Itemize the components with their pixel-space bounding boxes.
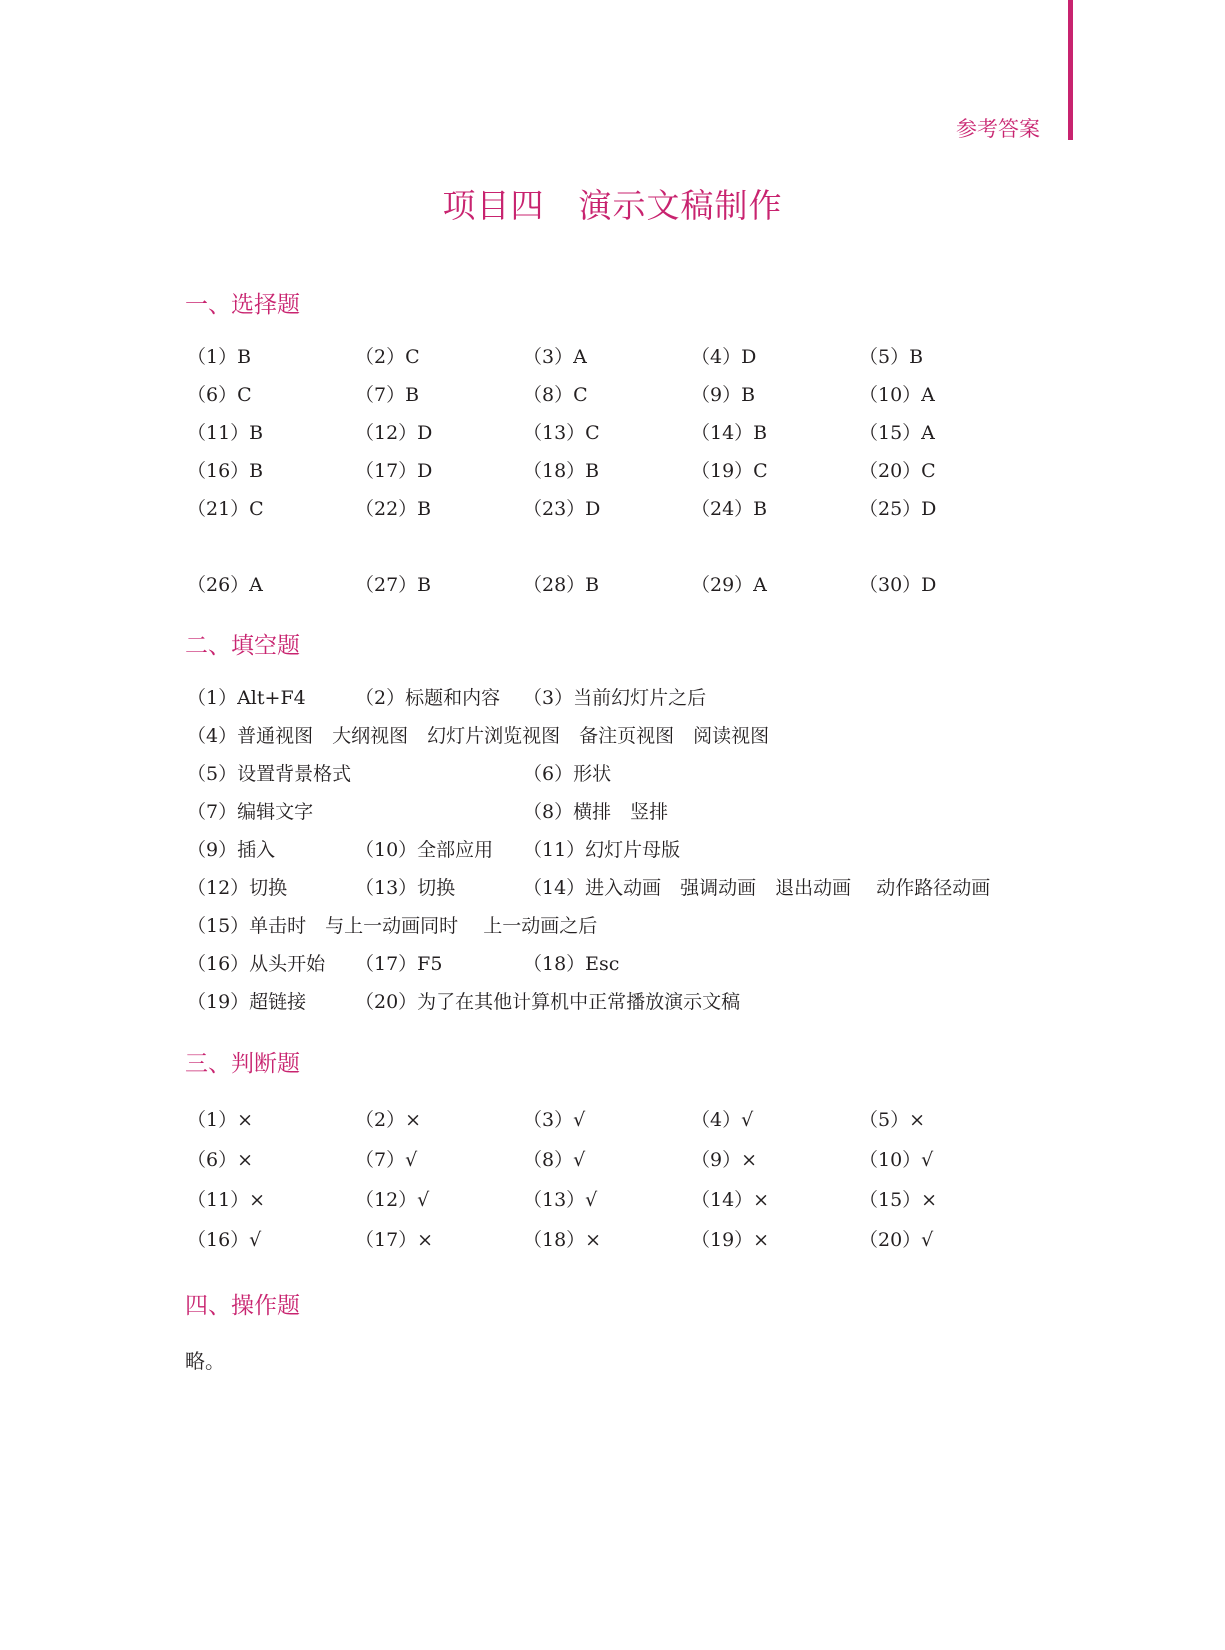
answer-item: （15）A	[859, 422, 935, 444]
answer-item: （3）当前幻灯片之后	[523, 687, 707, 709]
answer-item: （19）×	[691, 1229, 770, 1251]
answer-item: （29）A	[691, 574, 767, 596]
answer-item: （17）F5	[355, 953, 443, 975]
answer-item: （3）√	[523, 1109, 586, 1131]
answer-item: （13）切换	[355, 877, 456, 899]
answer-item: （24）B	[691, 498, 768, 520]
answer-item: （21）C	[187, 498, 264, 520]
answer-item: （6）×	[187, 1149, 254, 1171]
section-heading-fill: 二、填空题	[185, 633, 300, 659]
answer-item: （11）幻灯片母版	[523, 839, 681, 861]
answer-item: （16）√	[187, 1229, 262, 1251]
answer-item: （12）√	[355, 1189, 430, 1211]
answer-item: （14）×	[691, 1189, 770, 1211]
answer-item: （11）B	[187, 422, 264, 444]
section-heading-operation: 四、操作题	[185, 1293, 300, 1319]
answer-item: （14）B	[691, 422, 768, 444]
answer-item: （12）D	[355, 422, 433, 444]
answer-item: （8）横排 竖排	[523, 801, 669, 823]
answer-item: （12）切换	[187, 877, 288, 899]
answer-item: （22）B	[355, 498, 432, 520]
answer-item: （8）C	[523, 384, 588, 406]
answer-item: （9）插入	[187, 839, 276, 861]
running-head: 参考答案	[956, 117, 1040, 141]
answer-item: （9）×	[691, 1149, 758, 1171]
answer-item: （10）全部应用	[355, 839, 494, 861]
answer-item: （15）单击时 与上一动画同时 上一动画之后	[187, 915, 598, 937]
page-title: 项目四 演示文稿制作	[442, 186, 783, 225]
answer-item: （13）√	[523, 1189, 598, 1211]
answer-item: （26）A	[187, 574, 263, 596]
answer-item: （19）C	[691, 460, 768, 482]
answer-item: （5）B	[859, 346, 924, 368]
answer-item: （20）√	[859, 1229, 934, 1251]
section-heading-choice: 一、选择题	[185, 292, 300, 318]
answer-item: （30）D	[859, 574, 937, 596]
answer-item: （7）√	[355, 1149, 418, 1171]
answer-item: （13）C	[523, 422, 600, 444]
answer-item: （10）√	[859, 1149, 934, 1171]
answer-item: （6）C	[187, 384, 252, 406]
answer-item: （8）√	[523, 1149, 586, 1171]
operation-note: 略。	[185, 1349, 225, 1373]
answer-item: （25）D	[859, 498, 937, 520]
section-heading-judge: 三、判断题	[185, 1051, 300, 1077]
answer-item: （16）从头开始	[187, 953, 326, 975]
answer-item: （4）D	[691, 346, 757, 368]
answer-item: （2）×	[355, 1109, 422, 1131]
answer-item: （15）×	[859, 1189, 938, 1211]
answer-item: （14）进入动画 强调动画 退出动画 动作路径动画	[523, 877, 991, 899]
answer-item: （20）C	[859, 460, 936, 482]
answer-item: （18）×	[523, 1229, 602, 1251]
answer-item: （4）普通视图 大纲视图 幻灯片浏览视图 备注页视图 阅读视图	[187, 725, 770, 747]
answer-item: （17）D	[355, 460, 433, 482]
answer-item: （7）B	[355, 384, 420, 406]
answer-item: （6）形状	[523, 763, 612, 785]
answer-item: （20）为了在其他计算机中正常播放演示文稿	[355, 991, 741, 1013]
answer-item: （17）×	[355, 1229, 434, 1251]
answer-item: （18）Esc	[523, 953, 620, 975]
answer-item: （4）√	[691, 1109, 754, 1131]
answer-item: （1）×	[187, 1109, 254, 1131]
page-edge-bar	[1068, 0, 1073, 140]
answer-item: （7）编辑文字	[187, 801, 314, 823]
answer-item: （3）A	[523, 346, 587, 368]
answer-item: （10）A	[859, 384, 935, 406]
answer-item: （2）C	[355, 346, 420, 368]
answer-item: （5）×	[859, 1109, 926, 1131]
answer-item: （1）B	[187, 346, 252, 368]
answer-item: （1）Alt+F4	[187, 687, 306, 709]
answer-item: （19）超链接	[187, 991, 307, 1013]
answer-item: （2）标题和内容	[355, 687, 501, 709]
answer-item: （11）×	[187, 1189, 266, 1211]
answer-item: （5）设置背景格式	[187, 763, 352, 785]
answer-item: （16）B	[187, 460, 264, 482]
answer-item: （18）B	[523, 460, 600, 482]
answer-item: （27）B	[355, 574, 432, 596]
answer-item: （23）D	[523, 498, 601, 520]
answer-item: （9）B	[691, 384, 756, 406]
answer-item: （28）B	[523, 574, 600, 596]
